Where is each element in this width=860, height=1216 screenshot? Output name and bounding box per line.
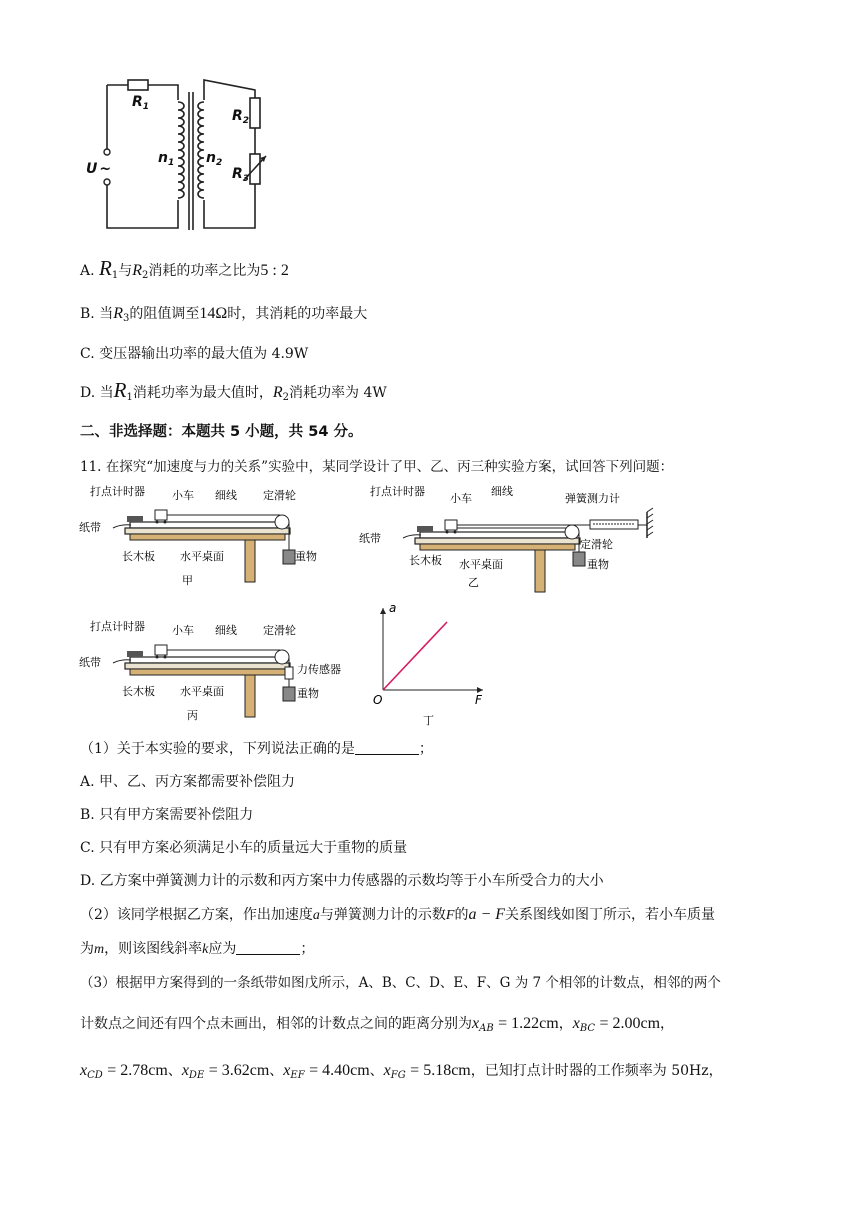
svg-text:弹簧测力计: 弹簧测力计 — [565, 492, 620, 505]
option-b: B. 当$R_3$的阻值调至14Ω时，其消耗的功率最大 — [80, 305, 368, 324]
svg-text:O: O — [373, 693, 383, 707]
svg-text:纸带: 纸带 — [79, 656, 101, 669]
svg-text:力传感器: 力传感器 — [297, 663, 341, 676]
svg-text:R2: $R_2$ — [232, 108, 250, 126]
graph-ding — [373, 601, 483, 727]
sub-question-2-line1: （2）该同学根据乙方案，作出加速度a与弹簧测力计的示数F的a − F关系图线如图丁所示，若小车质量 — [80, 906, 716, 923]
sub-question-3-line2: 计数点之间还有四个点未画出，相邻的计数点之间的距离分别为$x_{AB} = 1.22cm$，$x_{BC} = 2.00cm$， — [80, 1015, 675, 1034]
svg-text:长木板: 长木板 — [122, 685, 155, 698]
resistor-r1 — [128, 80, 148, 90]
svg-text:a: a — [389, 601, 397, 615]
svg-text:打点计时器: 打点计时器 — [90, 620, 145, 633]
svg-text:打点计时器: 打点计时器 — [370, 485, 425, 498]
svg-text:水平桌面: 水平桌面 — [180, 550, 224, 563]
svg-text:U~: U ~ — [86, 161, 112, 177]
svg-text:长木板: 长木板 — [122, 550, 155, 563]
sub-question-3-line1: （3）根据甲方案得到的一条纸带如图戊所示，A、B、C、D、E、F、G 为 7 个相邻的计数点，相邻的两个 — [80, 975, 721, 991]
section-heading: 二、非选择题：本题共 5 小题，共 54 分。 — [80, 424, 363, 440]
svg-text:纸带: 纸带 — [359, 532, 381, 545]
svg-text:n2: $n_2$ — [206, 150, 223, 168]
resistor-r2 — [250, 98, 260, 128]
svg-text:细线: 细线 — [491, 485, 513, 498]
svg-text:R3: $R_3$ — [232, 166, 250, 184]
setup-jia — [79, 484, 317, 587]
q11-stem: 11. 在探究“加速度与力的关系”实验中，某同学设计了甲、乙、丙三种实验方案，试回答下列问题： — [80, 459, 674, 475]
sub-question-3-line3: $x_{CD} = 2.78cm$、$x_{DE} = 3.62cm$、$x_{EF} = 4.40cm$、$x_{FG} = 5.18cm$，已知打点计时器的工作频率为 50Hz， — [80, 1062, 723, 1081]
svg-text:细线: 细线 — [215, 624, 237, 637]
svg-text:丁: 丁 — [423, 714, 434, 727]
svg-text:小车: 小车 — [450, 492, 472, 505]
svg-text:小车: 小车 — [172, 624, 194, 637]
svg-text:n1: $n_1$ — [158, 150, 175, 168]
setup-bing — [79, 619, 341, 722]
svg-text:乙: 乙 — [468, 576, 479, 589]
answer-blank-1[interactable] — [355, 740, 419, 755]
svg-text:重物: 重物 — [297, 687, 319, 700]
sub-question-2-line2: 为m，则该图线斜率k应为 ； — [80, 941, 315, 957]
svg-text:水平桌面: 水平桌面 — [180, 685, 224, 698]
option-a: A. $R_1$与$R_2$消耗的功率之比为5 : 2 — [80, 256, 289, 281]
option-c: C. 变压器输出功率的最大值为 4.9W — [80, 346, 309, 362]
svg-text:F: F — [475, 693, 482, 707]
svg-text:定滑轮: 定滑轮 — [263, 624, 296, 637]
svg-text:长木板: 长木板 — [409, 554, 442, 567]
sub1-option-a: A. 甲、乙、丙方案都需要补偿阻力 — [80, 774, 296, 790]
setup-yi — [359, 484, 653, 592]
svg-text:纸带: 纸带 — [79, 521, 101, 534]
experiment-figures — [75, 480, 795, 730]
svg-text:水平桌面: 水平桌面 — [459, 558, 503, 571]
svg-text:重物: 重物 — [295, 550, 317, 563]
label-timer: 打点计时器 — [90, 485, 145, 498]
svg-text:重物: 重物 — [587, 558, 609, 571]
transformer-circuit-diagram — [80, 70, 280, 240]
svg-text:小车: 小车 — [172, 489, 194, 502]
option-d: D. 当$R_1$消耗功率为最大值时，$R_2$消耗功率为 4W — [80, 378, 387, 403]
svg-text:定滑轮: 定滑轮 — [263, 489, 296, 502]
svg-text:丙: 丙 — [187, 709, 198, 722]
sub1-option-d: D. 乙方案中弹簧测力计的示数和丙方案中力传感器的示数均等于小车所受合力的大小 — [80, 873, 604, 889]
sub-question-1: （1）关于本实验的要求，下列说法正确的是 ； — [80, 741, 433, 757]
svg-text:定滑轮: 定滑轮 — [580, 538, 613, 551]
svg-text:R1: $R_1$ — [132, 94, 150, 112]
sub1-option-c: C. 只有甲方案必须满足小车的质量远大于重物的质量 — [80, 840, 408, 856]
sub1-option-b: B. 只有甲方案需要补偿阻力 — [80, 807, 254, 823]
svg-text:甲: 甲 — [182, 574, 193, 587]
svg-text:细线: 细线 — [215, 489, 237, 502]
answer-blank-2[interactable] — [236, 940, 300, 955]
